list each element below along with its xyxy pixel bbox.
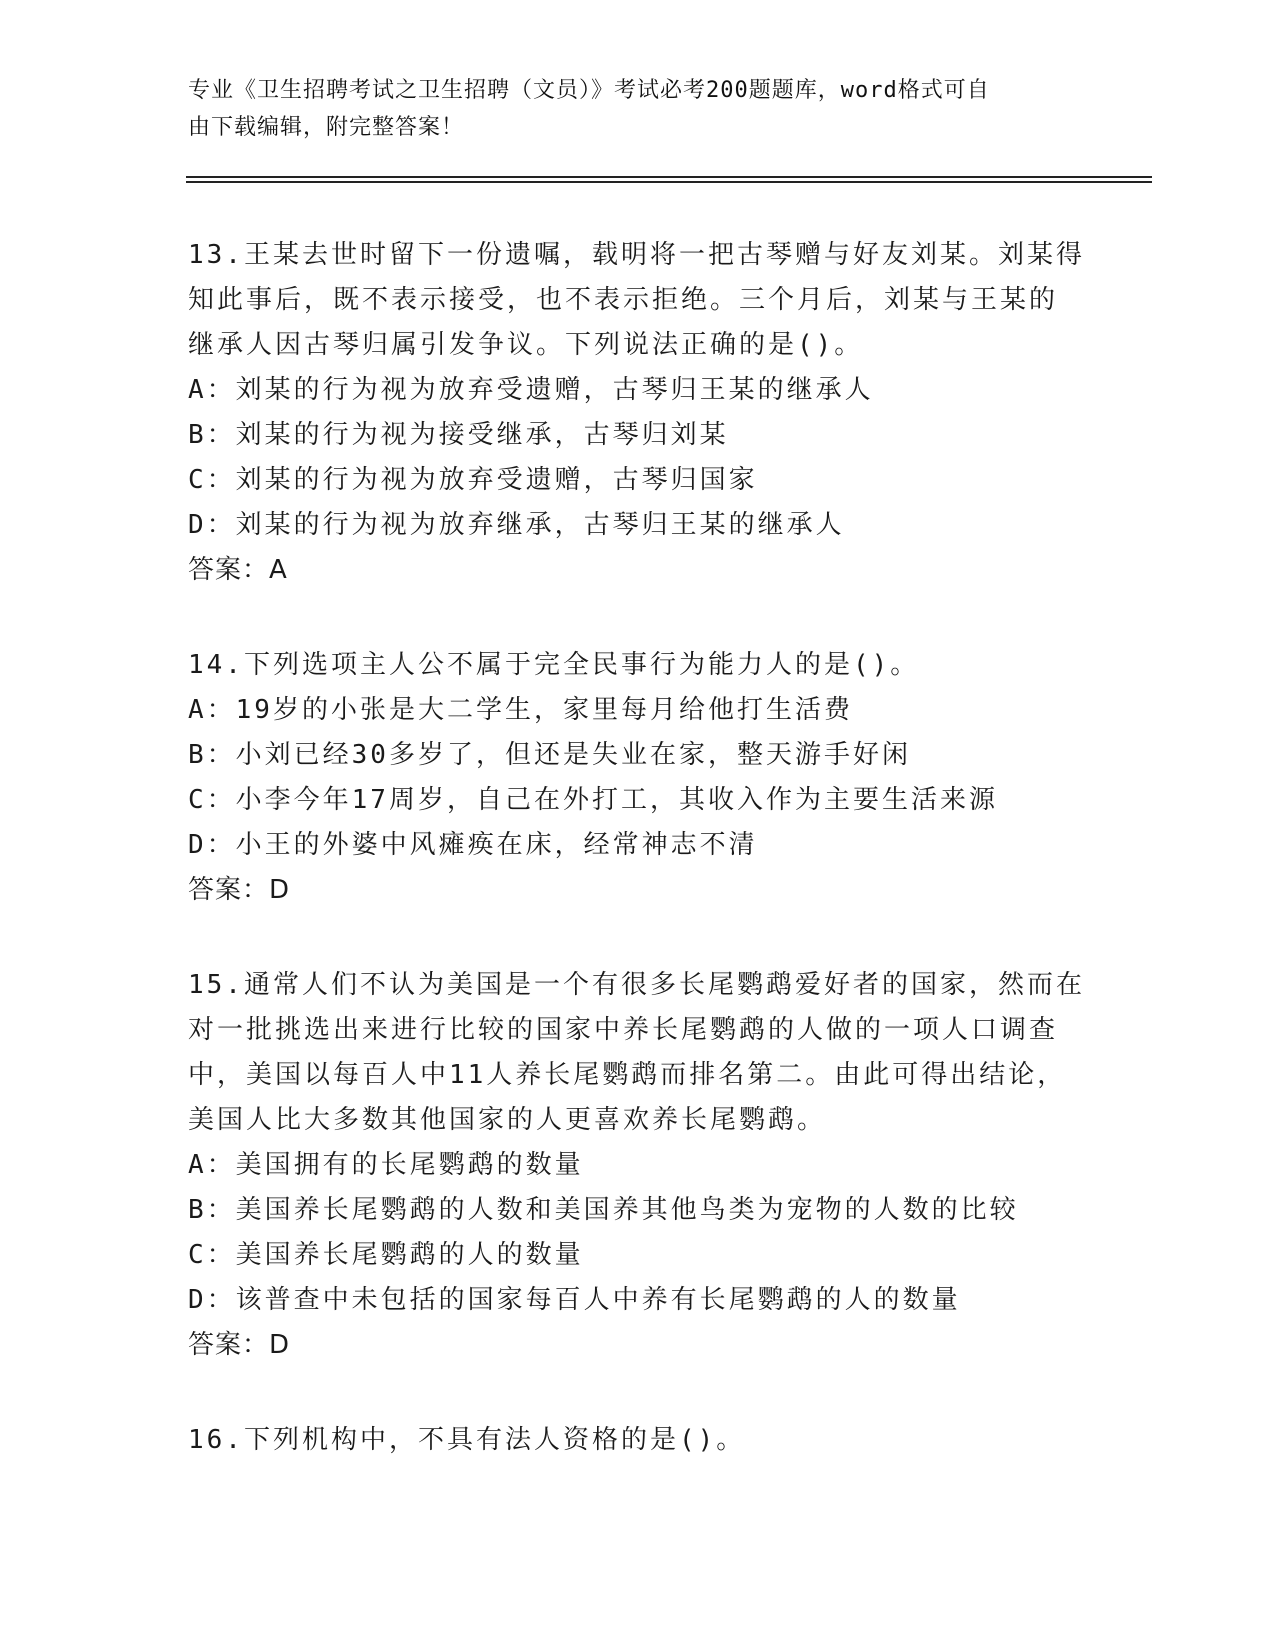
question-stem-line: 15.通常人们不认为美国是一个有很多长尾鹦鹉爱好者的国家，然而在 (188, 970, 1085, 1000)
answer: 答案：D (188, 875, 291, 905)
question-stem-line: 对一批挑选出来进行比较的国家中养长尾鹦鹉的人做的一项人口调查 (188, 1015, 1059, 1045)
option-c: C：刘某的行为视为放弃受遗赠，古琴归国家 (188, 465, 758, 495)
header-line-2: 由下载编辑，附完整答案！ (188, 115, 465, 140)
question-13 (188, 233, 1088, 593)
option-a: A：刘某的行为视为放弃受遗赠，古琴归王某的继承人 (188, 375, 874, 405)
question-16 (188, 1418, 1088, 1463)
question-stem-line: 14.下列选项主人公不属于完全民事行为能力人的是()。 (188, 650, 920, 680)
question-stem-line: 知此事后，既不表示接受，也不表示拒绝。三个月后，刘某与王某的 (188, 285, 1059, 315)
option-c: C：小李今年17周岁，自己在外打工，其收入作为主要生活来源 (188, 785, 998, 815)
answer: 答案：D (188, 1330, 291, 1360)
option-d: D：刘某的行为视为放弃继承，古琴归王某的继承人 (188, 510, 845, 540)
header-divider-top (186, 176, 1152, 178)
question-15 (188, 963, 1088, 1368)
question-14 (188, 643, 1088, 913)
question-stem-line: 中，美国以每百人中11人养长尾鹦鹉而排名第二。由此可得出结论， (188, 1060, 1067, 1090)
option-a: A：19岁的小张是大二学生，家里每月给他打生活费 (188, 695, 853, 725)
option-d: D：该普查中未包括的国家每百人中养有长尾鹦鹉的人的数量 (188, 1285, 961, 1315)
option-b: B：美国养长尾鹦鹉的人数和美国养其他鸟类为宠物的人数的比较 (188, 1195, 1019, 1225)
option-c: C：美国养长尾鹦鹉的人的数量 (188, 1240, 584, 1270)
question-stem-line: 13.王某去世时留下一份遗嘱，载明将一把古琴赠与好友刘某。刘某得 (188, 240, 1085, 270)
question-stem-line: 美国人比大多数其他国家的人更喜欢养长尾鹦鹉。 (188, 1105, 827, 1135)
option-d: D：小王的外婆中风瘫痪在床，经常神志不清 (188, 830, 758, 860)
answer: 答案：A (188, 555, 288, 585)
document-header (188, 72, 1088, 146)
header-divider-bottom (186, 181, 1152, 183)
question-stem-line: 继承人因古琴归属引发争议。下列说法正确的是()。 (188, 330, 864, 360)
option-a: A：美国拥有的长尾鹦鹉的数量 (188, 1150, 584, 1180)
question-stem-line: 16.下列机构中，不具有法人资格的是()。 (188, 1425, 746, 1455)
option-b: B：小刘已经30多岁了，但还是失业在家，整天游手好闲 (188, 740, 911, 770)
header-line-1: 专业《卫生招聘考试之卫生招聘（文员）》考试必考200题题库，word格式可自 (188, 78, 990, 103)
option-b: B：刘某的行为视为接受继承，古琴归刘某 (188, 420, 729, 450)
